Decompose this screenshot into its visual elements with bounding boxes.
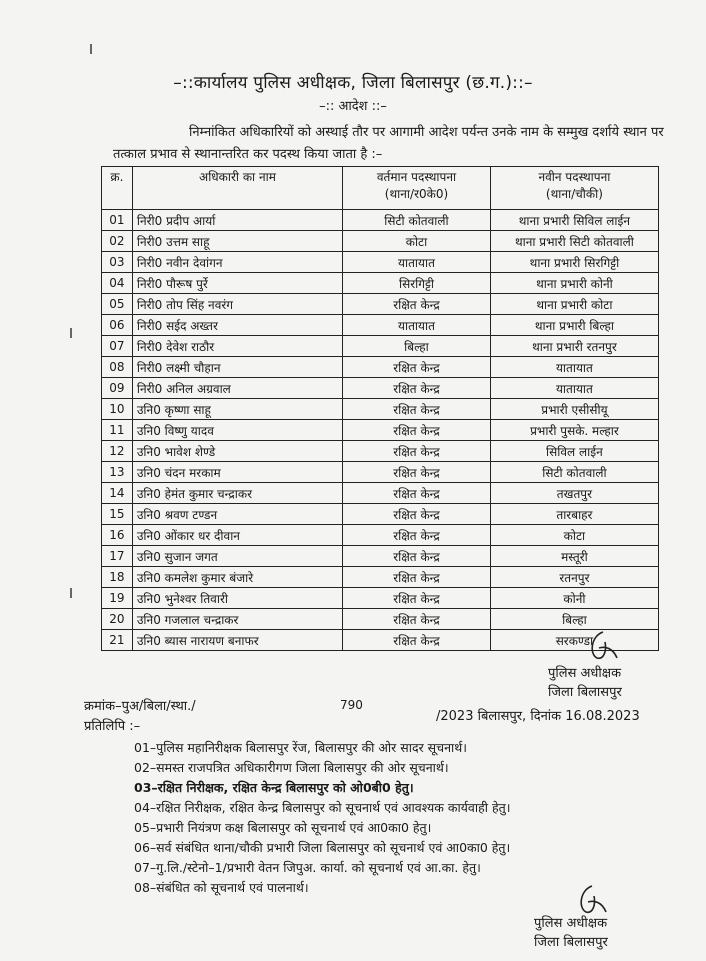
table-row — [102, 546, 659, 567]
transfer-table — [101, 166, 659, 651]
cell-new-posting: थाना प्रभारी कोटा — [490, 294, 658, 315]
cell-new-posting: बिल्हा — [490, 609, 658, 630]
table-row — [102, 462, 659, 483]
cell-serial: 01 — [102, 210, 133, 231]
cell-new-posting: तखतपुर — [490, 483, 658, 504]
col-header-name: अधिकारी का नाम — [132, 167, 342, 210]
copy-to-label: प्रतिलिपि :– — [84, 719, 141, 734]
signatory-district: जिला बिलासपुर — [548, 685, 622, 700]
cell-current-posting: यातायात — [343, 252, 491, 273]
cell-new-posting: थाना प्रभारी सिविल लाईन — [490, 210, 658, 231]
cell-serial: 08 — [102, 357, 133, 378]
cell-current-posting: रक्षित केन्द्र — [343, 504, 491, 525]
signature-mark — [583, 628, 621, 664]
cell-new-posting: यातायात — [490, 378, 658, 399]
copy-recipient-item: 04–रक्षित निरीक्षक, रक्षित केन्द्र बिलासपुर को सूचनार्थ एवं आवश्यक कार्यवाही हेतु। — [134, 800, 511, 815]
copy-recipients-list — [134, 738, 674, 898]
cell-serial: 05 — [102, 294, 133, 315]
col-header-current: वर्तमान पदस्थापना (थाना/र0के0) — [343, 167, 491, 210]
cell-current-posting: रक्षित केन्द्र — [343, 609, 491, 630]
cell-serial: 07 — [102, 336, 133, 357]
cell-current-posting: रक्षित केन्द्र — [343, 294, 491, 315]
cell-current-posting: सिटी कोतवाली — [343, 210, 491, 231]
col-header-new: नवीन पदस्थापना (थाना/चौकी) — [490, 167, 658, 210]
table-row — [102, 399, 659, 420]
cell-officer-name: निरी0 सईद अख्तर — [132, 315, 342, 336]
cell-new-posting: सिटी कोतवाली — [490, 462, 658, 483]
cell-officer-name: उनि0 भावेश शेण्डे — [132, 441, 342, 462]
cell-serial: 10 — [102, 399, 133, 420]
cell-officer-name: उनि0 कृष्णा साहू — [132, 399, 342, 420]
order-heading: –:: आदेश ::– — [319, 99, 387, 114]
cell-officer-name: उनि0 सुजान जगत — [132, 546, 342, 567]
copy-recipient-item: 08–संबंधित को सूचनार्थ एवं पालनार्थ। — [134, 880, 309, 895]
cell-serial: 19 — [102, 588, 133, 609]
signature-block-top — [548, 664, 622, 702]
table-row — [102, 588, 659, 609]
copy-recipient-item: 06–सर्व संबंधित थाना/चौकी प्रभारी जिला बिलासपुर को सूचनार्थ एवं आ0का0 हेतु। — [134, 840, 511, 855]
cell-serial: 09 — [102, 378, 133, 399]
cell-officer-name: उनि0 चंदन मरकाम — [132, 462, 342, 483]
cell-new-posting: तारबाहर — [490, 504, 658, 525]
table-row — [102, 483, 659, 504]
cell-current-posting: सिरगिट्टी — [343, 273, 491, 294]
cell-new-posting: प्रभारी एसीसीयू — [490, 399, 658, 420]
reference-prefix: क्रमांक–पुअ/बिला/स्था./ — [84, 699, 196, 714]
cell-new-posting: मस्तूरी — [490, 546, 658, 567]
cell-current-posting: बिल्हा — [343, 336, 491, 357]
cell-serial: 06 — [102, 315, 133, 336]
cell-serial: 18 — [102, 567, 133, 588]
cell-serial: 13 — [102, 462, 133, 483]
cell-new-posting: कोटा — [490, 525, 658, 546]
cell-current-posting: रक्षित केन्द्र — [343, 420, 491, 441]
signature-mark — [572, 882, 610, 918]
signatory-designation: पुलिस अधीक्षक — [534, 916, 608, 931]
cell-officer-name: निरी0 प्रदीप आर्या — [132, 210, 342, 231]
cell-new-posting: रतनपुर — [490, 567, 658, 588]
cell-current-posting: रक्षित केन्द्र — [343, 441, 491, 462]
cell-current-posting: रक्षित केन्द्र — [343, 525, 491, 546]
signatory-designation: पुलिस अधीक्षक — [548, 666, 622, 681]
cell-serial: 04 — [102, 273, 133, 294]
cell-officer-name: उनि0 श्रवण टण्डन — [132, 504, 342, 525]
cell-current-posting: रक्षित केन्द्र — [343, 357, 491, 378]
cell-current-posting: रक्षित केन्द्र — [343, 378, 491, 399]
cell-serial: 02 — [102, 231, 133, 252]
scan-mark — [70, 328, 72, 338]
cell-officer-name: निरी0 पौरूष पुर्रे — [132, 273, 342, 294]
cell-serial: 15 — [102, 504, 133, 525]
cell-new-posting: प्रभारी पुसके. मल्हार — [490, 420, 658, 441]
cell-current-posting: रक्षित केन्द्र — [343, 399, 491, 420]
signature-block-bottom — [534, 914, 608, 952]
table-row — [102, 378, 659, 399]
cell-officer-name: निरी0 देवेश राठौर — [132, 336, 342, 357]
copy-recipient-item: 02–समस्त राजपत्रित अधिकारीगण जिला बिलासपुर की ओर सूचनार्थ। — [134, 760, 449, 775]
table-row — [102, 252, 659, 273]
office-title: –::कार्यालय पुलिस अधीक्षक, जिला बिलासपुर (छ.ग.)::– — [173, 73, 533, 93]
cell-new-posting: थाना प्रभारी कोनी — [490, 273, 658, 294]
copy-recipient-item: 01–पुलिस महानिरीक्षक बिलासपुर रेंज, बिलासपुर की ओर सादर सूचनार्थ। — [134, 740, 467, 755]
cell-serial: 21 — [102, 630, 133, 651]
copy-recipient-item: 05–प्रभारी नियंत्रण कक्ष बिलासपुर को सूचनार्थ एवं आ0का0 हेतु। — [134, 820, 432, 835]
reference-date: /2023 बिलासपुर, दिनांक 16.08.2023 — [436, 709, 640, 724]
cell-serial: 20 — [102, 609, 133, 630]
table-row — [102, 210, 659, 231]
scan-mark — [90, 44, 92, 54]
cell-new-posting: थाना प्रभारी सिरगिट्टी — [490, 252, 658, 273]
cell-serial: 16 — [102, 525, 133, 546]
table-row — [102, 567, 659, 588]
cell-serial: 14 — [102, 483, 133, 504]
intro-paragraph: निम्नांकित अधिकारियों को अस्थाई तौर पर आगामी आदेश पर्यन्त उनके नाम के सम्मुख दर्शाये स्थान पर तत्काल प्रभाव से स्थानान्तरित कर पदस्थ किया जाता है :– — [113, 125, 664, 162]
cell-officer-name: उनि0 ब्यास नारायण बनाफर — [132, 630, 342, 651]
cell-officer-name: उनि0 हेमंत कुमार चन्द्राकर — [132, 483, 342, 504]
table-row — [102, 336, 659, 357]
table-row — [102, 231, 659, 252]
scan-mark — [70, 588, 72, 598]
cell-officer-name: निरी0 उत्तम साहू — [132, 231, 342, 252]
reference-number: 790 — [340, 698, 363, 712]
cell-serial: 12 — [102, 441, 133, 462]
cell-new-posting: सिविल लाईन — [490, 441, 658, 462]
cell-officer-name: निरी0 लक्ष्मी चौहान — [132, 357, 342, 378]
table-row — [102, 609, 659, 630]
cell-new-posting: यातायात — [490, 357, 658, 378]
cell-officer-name: उनि0 गजलाल चन्द्राकर — [132, 609, 342, 630]
table-header-row — [102, 167, 659, 210]
table-row — [102, 273, 659, 294]
table-row — [102, 420, 659, 441]
table-row — [102, 504, 659, 525]
cell-serial: 11 — [102, 420, 133, 441]
col-header-no: क्र. — [102, 167, 133, 210]
cell-current-posting: रक्षित केन्द्र — [343, 546, 491, 567]
table-row — [102, 441, 659, 462]
cell-new-posting: सरकण्डा — [490, 630, 658, 651]
cell-current-posting: कोटा — [343, 231, 491, 252]
signatory-district: जिला बिलासपुर — [534, 935, 608, 950]
cell-current-posting: रक्षित केन्द्र — [343, 630, 491, 651]
cell-officer-name: निरी0 नवीन देवांगन — [132, 252, 342, 273]
table-row — [102, 357, 659, 378]
cell-current-posting: रक्षित केन्द्र — [343, 567, 491, 588]
cell-serial: 03 — [102, 252, 133, 273]
cell-officer-name: उनि0 विष्णु यादव — [132, 420, 342, 441]
cell-new-posting: थाना प्रभारी बिल्हा — [490, 315, 658, 336]
cell-new-posting: थाना प्रभारी रतनपुर — [490, 336, 658, 357]
cell-officer-name: उनि0 कमलेश कुमार बंजारे — [132, 567, 342, 588]
copy-recipient-item: 03–रक्षित निरीक्षक, रक्षित केन्द्र बिलासपुर को ओ0बी0 हेतु। — [134, 780, 414, 795]
table-row — [102, 525, 659, 546]
cell-current-posting: यातायात — [343, 315, 491, 336]
cell-officer-name: उनि0 ओंकार धर दीवान — [132, 525, 342, 546]
cell-officer-name: उनि0 भुनेश्वर तिवारी — [132, 588, 342, 609]
cell-current-posting: रक्षित केन्द्र — [343, 483, 491, 504]
cell-current-posting: रक्षित केन्द्र — [343, 462, 491, 483]
table-row — [102, 315, 659, 336]
table-row — [102, 294, 659, 315]
cell-new-posting: थाना प्रभारी सिटी कोतवाली — [490, 231, 658, 252]
copy-recipient-item: 07–गु.लि./स्टेनो–1/प्रभारी वेतन जिपुअ. कार्या. को सूचनार्थ एवं आ.का. हेतु। — [134, 860, 481, 875]
cell-current-posting: रक्षित केन्द्र — [343, 588, 491, 609]
cell-new-posting: कोनी — [490, 588, 658, 609]
cell-officer-name: निरी0 तोप सिंह नवरंग — [132, 294, 342, 315]
cell-officer-name: निरी0 अनिल अग्रवाल — [132, 378, 342, 399]
cell-serial: 17 — [102, 546, 133, 567]
table-row — [102, 630, 659, 651]
